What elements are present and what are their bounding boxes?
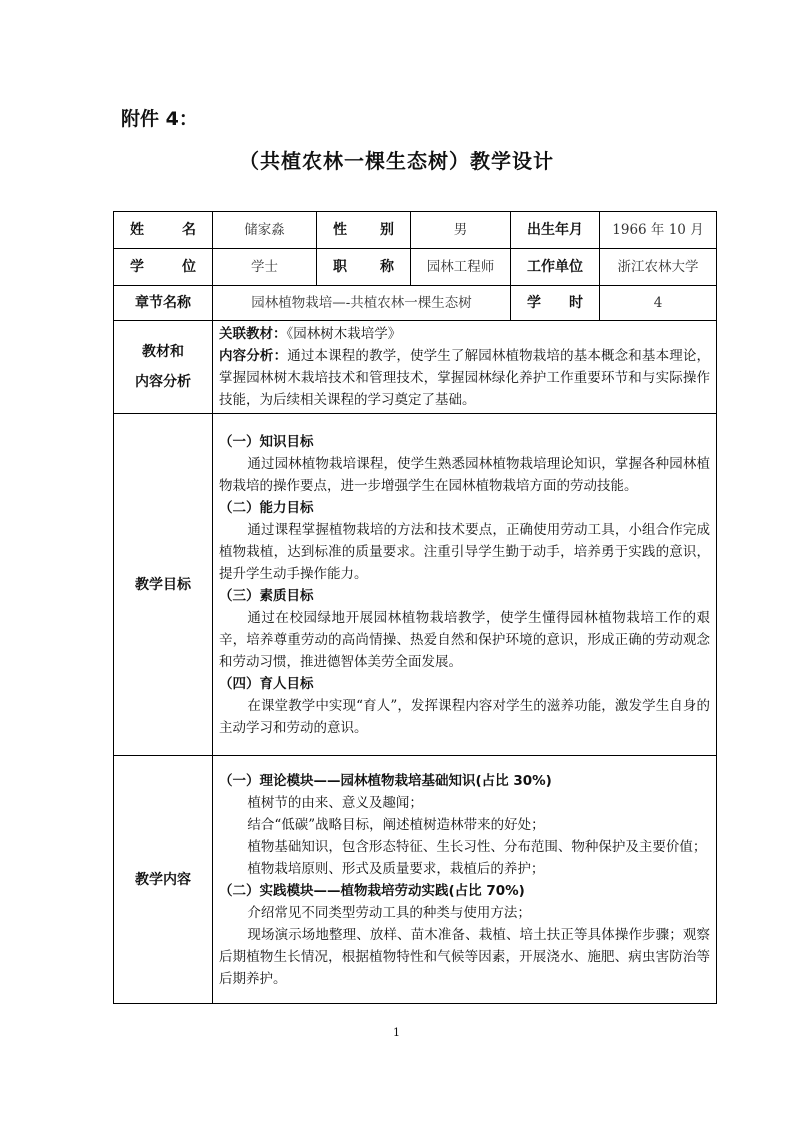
info-row-3: [114, 286, 717, 321]
professional-title-value: 园林工程师: [411, 249, 511, 286]
info-row-1: [114, 212, 717, 249]
objective-text: 通过课程掌握植物栽培的方法和技术要点，正确使用劳动工具，小组合作完成植物栽植，达到标准的质量要求。注重引导学生勤于动手，培养勇于实践的意识，提升学生动手操作能力。: [219, 521, 710, 582]
degree-value: 学士: [213, 249, 317, 286]
hours-label: 学 时: [511, 286, 600, 321]
objective-heading: （一）知识目标: [219, 433, 314, 450]
professional-title-label: 职 称: [317, 249, 411, 286]
analysis-label: 内容分析：: [219, 348, 288, 364]
objective-text: 通过在校园绿地开展园林植物栽培教学，使学生懂得园林植物栽培工作的艰辛，培养尊重劳动的高尚情操、热爱自然和保护环境的意识，形成正确的劳动观念和劳动习惯，推进德智体美劳全面发展。: [219, 609, 710, 670]
objective-heading: （三）素质目标: [219, 587, 314, 604]
employer-label: 工作单位: [511, 249, 600, 286]
module-item: 植树节的由来、意义及趣闻；: [247, 794, 423, 811]
module-item: 现场演示场地整理、放样、苗木准备、栽植、培土扶正等具体操作步骤；观察后期植物生长情况，根据植物特性和气候等因素，开展浇水、施肥、病虫害防治等后期养护。: [219, 926, 710, 987]
attachment-label: 附件 4：: [121, 108, 198, 130]
module-item: 介绍常见不同类型劳动工具的种类与使用方法；: [247, 904, 531, 921]
textbook-label: 关联教材：: [219, 326, 287, 342]
degree-label: 学 位: [114, 249, 213, 286]
module2-heading: （二）实践模块——植物栽培劳动实践(占比 70%): [219, 882, 525, 899]
gender-label: 性 别: [317, 212, 411, 249]
info-row-2: [114, 249, 717, 286]
objectives-row: [114, 414, 717, 756]
name-value: 储家淼: [213, 212, 317, 249]
chapter-value: 园林植物栽培—-共植农林一棵生态树: [213, 286, 511, 321]
module-item: 结合“低碳”战略目标，阐述植树造林带来的好处；: [247, 816, 545, 833]
birth-value: 1966 年 10 月: [600, 212, 717, 249]
employer-value: 浙江农林大学: [600, 249, 717, 286]
content-body: [213, 756, 717, 1004]
objective-text: 通过园林植物栽培课程，使学生熟悉园林植物栽培理论知识，掌握各种园林植物栽培的操作要点，进一步增强学生在园林植物栽培方面的劳动技能。: [219, 455, 710, 494]
page-number: 1: [393, 1026, 400, 1039]
textbook-value: 《园林树木栽培学》: [286, 326, 402, 342]
objectives-label: 教学目标: [114, 414, 213, 756]
content-label: 教学内容: [114, 756, 213, 1004]
content-row: [114, 756, 717, 1004]
hours-value: 4: [600, 286, 717, 321]
analysis-value: 通过本课程的教学，使学生了解园林植物栽培的基本概念和基本理论，掌握园林树木栽培技术和管理技术，掌握园林绿化养护工作重要环节和与实际操作技能，为后续相关课程的学习奠定了基础。: [219, 348, 711, 408]
module-item: 植物基础知识，包含形态特征、生长习性、分布范围、物种保护及主要价值；: [247, 838, 707, 855]
teaching-design-table: [113, 211, 717, 1004]
material-label-line2: 内容分析: [135, 374, 191, 390]
module-item: 植物栽培原则、形式及质量要求，栽植后的养护；: [247, 860, 545, 877]
objective-heading: （四）育人目标: [219, 675, 314, 692]
chapter-label: 章节名称: [114, 286, 213, 321]
material-label: [114, 321, 213, 414]
material-content: [213, 321, 717, 414]
material-label-line1: 教材和: [142, 344, 184, 360]
objective-text: 在课堂教学中实现“育人”，发挥课程内容对学生的滋养功能，激发学生自身的主动学习和劳动的意识。: [219, 697, 710, 736]
birth-label: 出生年月: [511, 212, 600, 249]
document-title: （共植农林一棵生态树）教学设计: [239, 149, 554, 173]
gender-value: 男: [411, 212, 511, 249]
name-label: 姓 名: [114, 212, 213, 249]
material-row: [114, 321, 717, 414]
module1-heading: （一）理论模块——园林植物栽培基础知识(占比 30%): [219, 772, 552, 789]
objectives-content: [213, 414, 717, 756]
objective-heading: （二）能力目标: [219, 499, 314, 516]
